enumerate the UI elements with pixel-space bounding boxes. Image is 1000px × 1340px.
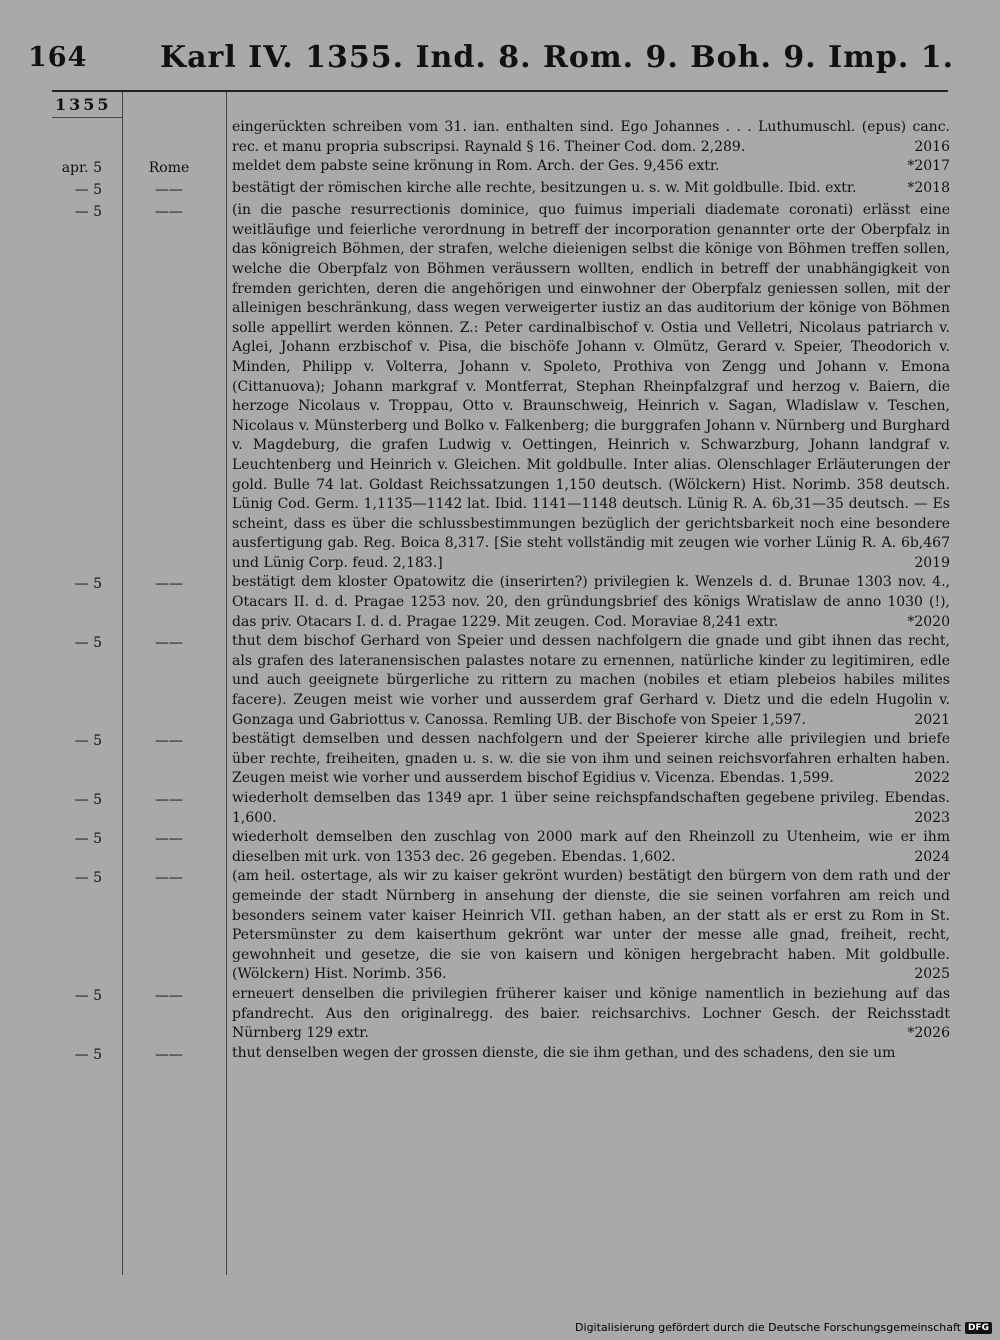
entry-place: —— xyxy=(155,1046,183,1063)
entry-date xyxy=(40,157,112,179)
entry-day: 5 xyxy=(93,831,102,848)
entry-body: bestätigt demselben und dessen nachfolgern und der Speierer kirche alle privilegien und briefe über rechte, freiheiten, gnaden u. s. w. die sie von ihm und seinen reichsvorfahren erhalten haben. Zeugen meist wie vorher und ausserdem bischof Egidius v. Vicenza. Ebendas. 1,599. xyxy=(232,731,950,787)
entry-text xyxy=(232,157,950,179)
entry-day: 5 xyxy=(93,204,102,221)
top-rule xyxy=(52,90,948,92)
digitization-credit xyxy=(575,1321,992,1334)
entry-text xyxy=(232,201,950,573)
entry-day: 5 xyxy=(93,792,102,808)
entry-day: 5 xyxy=(93,182,102,199)
entry-month: — xyxy=(74,792,89,808)
entry-body: (am heil. ostertage, als wir zu kaiser gekrönt wurden) bestätigt den bürgern von dem rath und der gemeinde der stadt Nürnberg in ansehung der dienste, die sie seinen vorfahren am reich und besonders seinem vater kaiser Heinrich VII. gethan haben, an der statt als er erst zu Rom in St. Petersmünster zu dem kaiserthum gekrönt war unter der messe alle gnad, freiheit, recht, gewohnheit und gesetze, die sie von kaisern und königen hergebracht haben. Mit goldbulle. (Wölckern) Hist. Norimb. 356. xyxy=(232,868,950,983)
entry-month: — xyxy=(74,204,89,221)
entry-date xyxy=(40,1044,112,1066)
entry-body: bestätigt dem kloster Opatowitz die (inserirten?) privilegien k. Wenzels d. d. Brunae 1303 nov. 4., Otacars II. d. d. Pragae 1253 nov. 20, den gründungsbrief des königs Wratislaw de anno 1030 (!), das priv. Otacars I. d. d. Pragae 1229. Mit zeugen. Cod. Moraviae 8,241 extr. xyxy=(232,574,950,630)
entry-month: — xyxy=(74,733,89,750)
regesta-entries xyxy=(40,118,960,1066)
entry-text xyxy=(232,828,950,867)
entry-day: 5 xyxy=(93,987,102,1004)
entry xyxy=(40,201,960,573)
entry-month: — xyxy=(74,635,89,652)
running-title: Karl IV. 1355. Ind. 8. Rom. 9. Boh. 9. Imp. 1. xyxy=(160,40,955,75)
entry-place: —— xyxy=(155,987,183,1004)
page-number: 164 xyxy=(28,42,88,73)
entry xyxy=(40,573,960,632)
entry xyxy=(40,157,960,179)
entry-number: 2023 xyxy=(914,809,950,826)
entry-text xyxy=(232,867,950,985)
year-label: 1355 xyxy=(55,95,112,114)
entry-day: 5 xyxy=(93,160,102,177)
entry-text xyxy=(232,1044,950,1066)
entry-body: thut denselben wegen der grossen dienste, die sie ihm gethan, und des schadens, den sie um xyxy=(232,1044,896,1061)
entry xyxy=(40,867,960,985)
entry-date xyxy=(40,985,112,1044)
entry-place: —— xyxy=(155,635,183,652)
entry-text xyxy=(232,985,950,1044)
entry-body: thut dem bischof Gerhard von Speier und dessen nachfolgern die gnade und gibt ihnen das recht, als grafen des lateranensischen palastes notare zu ernennen, natürliche kinder zu legitimiren, edle und auch geeignete bürgerliche zu rittern zu machen (nobiles et etiam plebeios habiles milites facere). Zeugen meist wie vorher und ausserdem graf Gerhard v. Dietz und die edeln Hugolin v. Gonzaga und Gabriottus v. Canossa. Remling UB. der Bischofe von Speier 1,597. xyxy=(232,633,950,728)
entry-day: 5 xyxy=(93,1046,102,1063)
entry-body: erneuert denselben die privilegien früherer kaiser und könige namentlich in beziehung auf das pfandrecht. Aus den originalregg. des baier. reichsarchivs. Lochner Gesch. der Reichsstadt Nürnberg 129 extr. xyxy=(232,985,950,1042)
entry xyxy=(40,789,960,828)
entry xyxy=(40,985,960,1044)
entry-place: —— xyxy=(155,792,183,808)
entry xyxy=(40,632,960,730)
entry-month: — xyxy=(74,870,89,887)
entry-date xyxy=(40,730,112,789)
entry-place: —— xyxy=(155,182,183,199)
entry xyxy=(40,179,960,201)
entry-text xyxy=(232,118,950,157)
entry-date xyxy=(40,828,112,867)
entry-number: 2025 xyxy=(914,966,950,983)
entry-text xyxy=(232,789,950,828)
entry xyxy=(40,1044,960,1066)
entry-number: 2021 xyxy=(914,711,950,728)
entry-month: — xyxy=(74,1046,89,1063)
entry-date xyxy=(40,118,112,157)
entry xyxy=(40,730,960,789)
entry-place: —— xyxy=(155,576,183,593)
entry-text xyxy=(232,632,950,730)
entry-text xyxy=(232,730,950,789)
entry-number: *2020 xyxy=(907,613,950,630)
entry xyxy=(40,828,960,867)
entry-body: wiederholt demselben den zuschlag von 2000 mark auf den Rheinzoll zu Utenheim, wie er ihm dieselben mit urk. von 1353 dec. 26 gegeben. Ebendas. 1,602. xyxy=(232,829,950,865)
entry-body: wiederholt demselben das 1349 apr. 1 über seine reichspfandschaften gegebene privileg. Ebendas. 1,600. xyxy=(232,790,950,826)
entry-number: 2016 xyxy=(914,138,950,155)
entry-month: — xyxy=(74,182,89,199)
entry-date xyxy=(40,789,112,828)
entry-date xyxy=(40,632,112,730)
entry xyxy=(40,118,960,157)
entry-day: 5 xyxy=(93,870,102,887)
entry-text xyxy=(232,179,950,201)
entry-number: 2024 xyxy=(914,848,950,865)
entry-month: — xyxy=(74,987,89,1004)
credit-text: Digitalisierung gefördert durch die Deutsche Forschungsgemeinschaft xyxy=(575,1321,961,1334)
entry-number: *2018 xyxy=(907,180,950,197)
entry-date xyxy=(40,179,112,201)
entry-day: 5 xyxy=(93,576,102,593)
entry-number: 2022 xyxy=(914,770,950,787)
entry-day: 5 xyxy=(93,635,102,652)
entry-place: —— xyxy=(155,870,183,887)
dfg-logo: DFG xyxy=(965,1322,992,1334)
entry-number: 2019 xyxy=(914,554,950,571)
entry-month: — xyxy=(74,576,89,593)
entry-body: bestätigt der römischen kirche alle rechte, besitzungen u. s. w. Mit goldbulle. Ibid. extr. xyxy=(232,180,857,197)
entry-month: — xyxy=(74,831,89,848)
entry-month: apr. xyxy=(61,160,89,177)
entry-text xyxy=(232,573,950,632)
entry-date xyxy=(40,201,112,573)
entry-body: (in die pasche resurrectionis dominice, quo fuimus imperiali diademate coronati) erlässt eine weitläufige und feierliche verordnung in betreff der incorporation genannter orte der Oberpfalz in das königreich Böhmen, der strafen, welche dieienigen selbst die könige von Böhmen treffen sollen, welche die Oberpfalz von Böhmen veräussern wollten, endlich in betreff der unabhängigkeit von fremden gerichten, deren die angehörigen und einwohner der Oberpfalz geniessen sollen, mit der alleinigen beschränkung, dass wegen verweigerter iustiz an das auditorium der könige von Böhmen solle appellirt werden können. Z.: Peter cardinalbischof v. Ostia und Velletri, Nicolaus patriarch v. Aglei, Johann erzbischof v. Pisa, die bischöfe Johann v. Olmütz, Gerard v. Speier, Theodorich v. Minden, Philipp v. Volterra, Johann v. Spoleto, Prothiva von Zengg und Johann v. Emona (Cittanuova); Johann markgraf v. Montferrat, Stephan Rheinpfalzgraf und herzog v. Baiern, die herzoge Nicolaus v. Troppau, Otto v. Braunschweig, Heinrich v. Sagan, Wladislaw v. Teschen, Nicolaus v. Münsterberg und Bolko v. Falkenberg; die burggrafen Johann v. Nürnberg und Burghard v. Magdeburg, die grafen Ludwig v. Oettingen, Heinrich v. Schwarzburg, Johann landgraf v. Leuchtenberg und Heinrich v. Gleichen. Mit goldbulle. Inter alias. Olenschlager Erläuterungen der gold. Bulle 74 lat. Goldast Reichssatzungen 1,150 deutsch. (Wölckern) Hist. Norimb. 358 deutsch. Lünig Cod. Germ. 1,1135—1142 lat. Ibid. 1141—1148 deutsch. Lünig R. A. 6b,31—35 deutsch. — Es scheint, dass es über die schlussbestimmungen bezüglich der gerichtsbarkeit noch eine besondere ausfertigung gab. Reg. Boica 8,317. [Sie steht vollständig mit zeugen wie vorher Lünig R. A. 6b,467 und Lünig Corp. feud. 2,183.] xyxy=(232,202,950,571)
entry-number: *2026 xyxy=(907,1025,950,1042)
entry-place: —— xyxy=(155,733,183,750)
entry-body: meldet dem pabste seine krönung in Rom. Arch. der Ges. 9,456 extr. xyxy=(232,158,720,175)
entry-place xyxy=(112,118,226,157)
entry-place: —— xyxy=(155,831,183,848)
entry-date xyxy=(40,867,112,985)
entry-place: Rome xyxy=(148,160,190,177)
entry-place: —— xyxy=(155,204,183,221)
entry-date xyxy=(40,573,112,632)
entry-day: 5 xyxy=(93,733,102,750)
entry-body: eingerückten schreiben vom 31. ian. enthalten sind. Ego Johannes . . . Luthumuschl. (epus) canc. rec. et manu propria subscripsi. Raynald § 16. Theiner Cod. dom. 2,289. xyxy=(232,119,950,155)
entry-number: *2017 xyxy=(907,158,950,175)
